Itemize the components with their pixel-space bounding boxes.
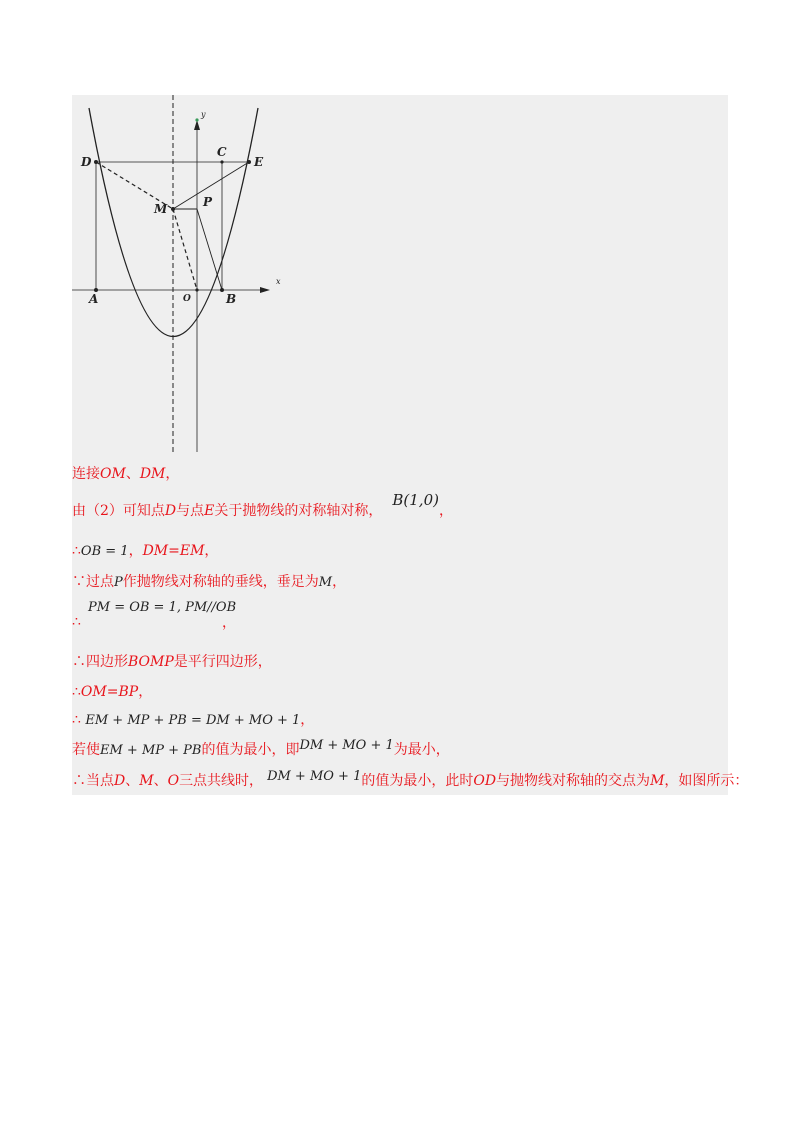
text-OM-BP: OM=BP <box>80 684 139 700</box>
text: 若使 <box>72 742 100 758</box>
text: ∴四边形 <box>72 654 128 670</box>
point-E-dot <box>247 160 251 164</box>
text-M: M <box>650 773 665 789</box>
therefore-symbol: ∴ <box>72 543 81 559</box>
text: 、 <box>153 773 168 789</box>
segment-MO <box>173 209 197 290</box>
text: 与抛物线对称轴的交点为 <box>496 773 651 789</box>
text: ， <box>222 615 236 631</box>
math-DM-MO-1: DM + MO + 1 <box>267 769 362 784</box>
text: ， <box>438 503 453 519</box>
line-4 <box>72 571 346 591</box>
text: ， <box>165 466 180 482</box>
text: 是平行四边形， <box>173 654 272 670</box>
text: 为最小， <box>393 742 450 758</box>
text: ，如图所示： <box>664 773 749 789</box>
line-7 <box>72 681 152 701</box>
math-PM-OB: PM = OB = 1, PM//OB <box>88 600 237 615</box>
x-axis-arrow <box>260 287 270 293</box>
text: ， <box>128 543 143 559</box>
text: ， <box>332 574 347 590</box>
text: 作抛物线对称轴的垂线，垂足为 <box>122 574 319 590</box>
text: 的值为最小，即 <box>201 742 300 758</box>
text-E: E <box>204 503 215 519</box>
math-P: P <box>114 575 123 590</box>
label-P: P <box>203 195 213 209</box>
text: ∴当点 <box>72 773 114 789</box>
line-2 <box>72 491 453 520</box>
point-D-dot <box>94 160 98 164</box>
line-9 <box>72 739 450 759</box>
label-y: y <box>201 110 206 119</box>
label-x: x <box>276 277 281 286</box>
text: ， <box>138 684 153 700</box>
text-BOMP: BOMP <box>128 654 174 670</box>
point-M-dot <box>171 207 175 211</box>
line-1 <box>72 463 179 483</box>
label-E: E <box>254 155 264 169</box>
math-B-coordinate: B(1,0) <box>392 491 439 509</box>
text: 与点 <box>176 503 205 519</box>
text: 、 <box>125 773 140 789</box>
because-text: ∵过点 <box>72 574 114 590</box>
text-DM: DM <box>139 466 166 482</box>
text: 三点共线时， <box>179 773 264 789</box>
therefore-symbol: ∴ <box>72 712 81 728</box>
text: 的值为最小，此时 <box>361 773 474 789</box>
label-O: O <box>183 294 191 304</box>
math-M: M <box>318 575 333 590</box>
text-O: O <box>167 773 180 789</box>
math-DM-MO-1: DM + MO + 1 <box>299 738 394 753</box>
line-3 <box>72 540 218 560</box>
label-B: B <box>226 292 237 306</box>
text-OD: OD <box>473 773 497 789</box>
line-10 <box>72 770 748 790</box>
point-C-dot <box>220 160 223 163</box>
math-OB: OB = 1 <box>80 544 129 559</box>
parabola-figure <box>72 95 282 455</box>
segment-PB <box>197 209 222 290</box>
text: 、 <box>125 466 140 482</box>
point-B-dot <box>220 288 224 292</box>
text: 关于抛物线的对称轴对称， <box>214 503 383 519</box>
text-DM-EM: DM=EM <box>142 543 205 559</box>
label-C: C <box>217 145 227 159</box>
text-D: D <box>164 503 177 519</box>
text-OM: OM <box>100 466 126 482</box>
text: 由（2）可知点 <box>72 503 165 519</box>
line-8 <box>72 709 314 729</box>
therefore-symbol: ∴ <box>72 614 81 630</box>
text-M: M <box>139 773 154 789</box>
text-D: D <box>114 773 126 789</box>
math-sum-equation: EM + MP + PB = DM + MO + 1 <box>85 713 301 728</box>
label-M: M <box>154 202 168 216</box>
label-A: A <box>89 292 99 306</box>
line-6 <box>72 651 272 671</box>
therefore-symbol: ∴ <box>72 684 81 700</box>
math-EM-MP-PB: EM + MP + PB <box>100 743 202 758</box>
y-axis-top-dot <box>195 118 198 121</box>
text: 连接 <box>72 466 100 482</box>
point-O-dot <box>195 288 198 291</box>
label-D: D <box>81 155 92 169</box>
text: ， <box>204 543 219 559</box>
text: ， <box>300 712 315 728</box>
